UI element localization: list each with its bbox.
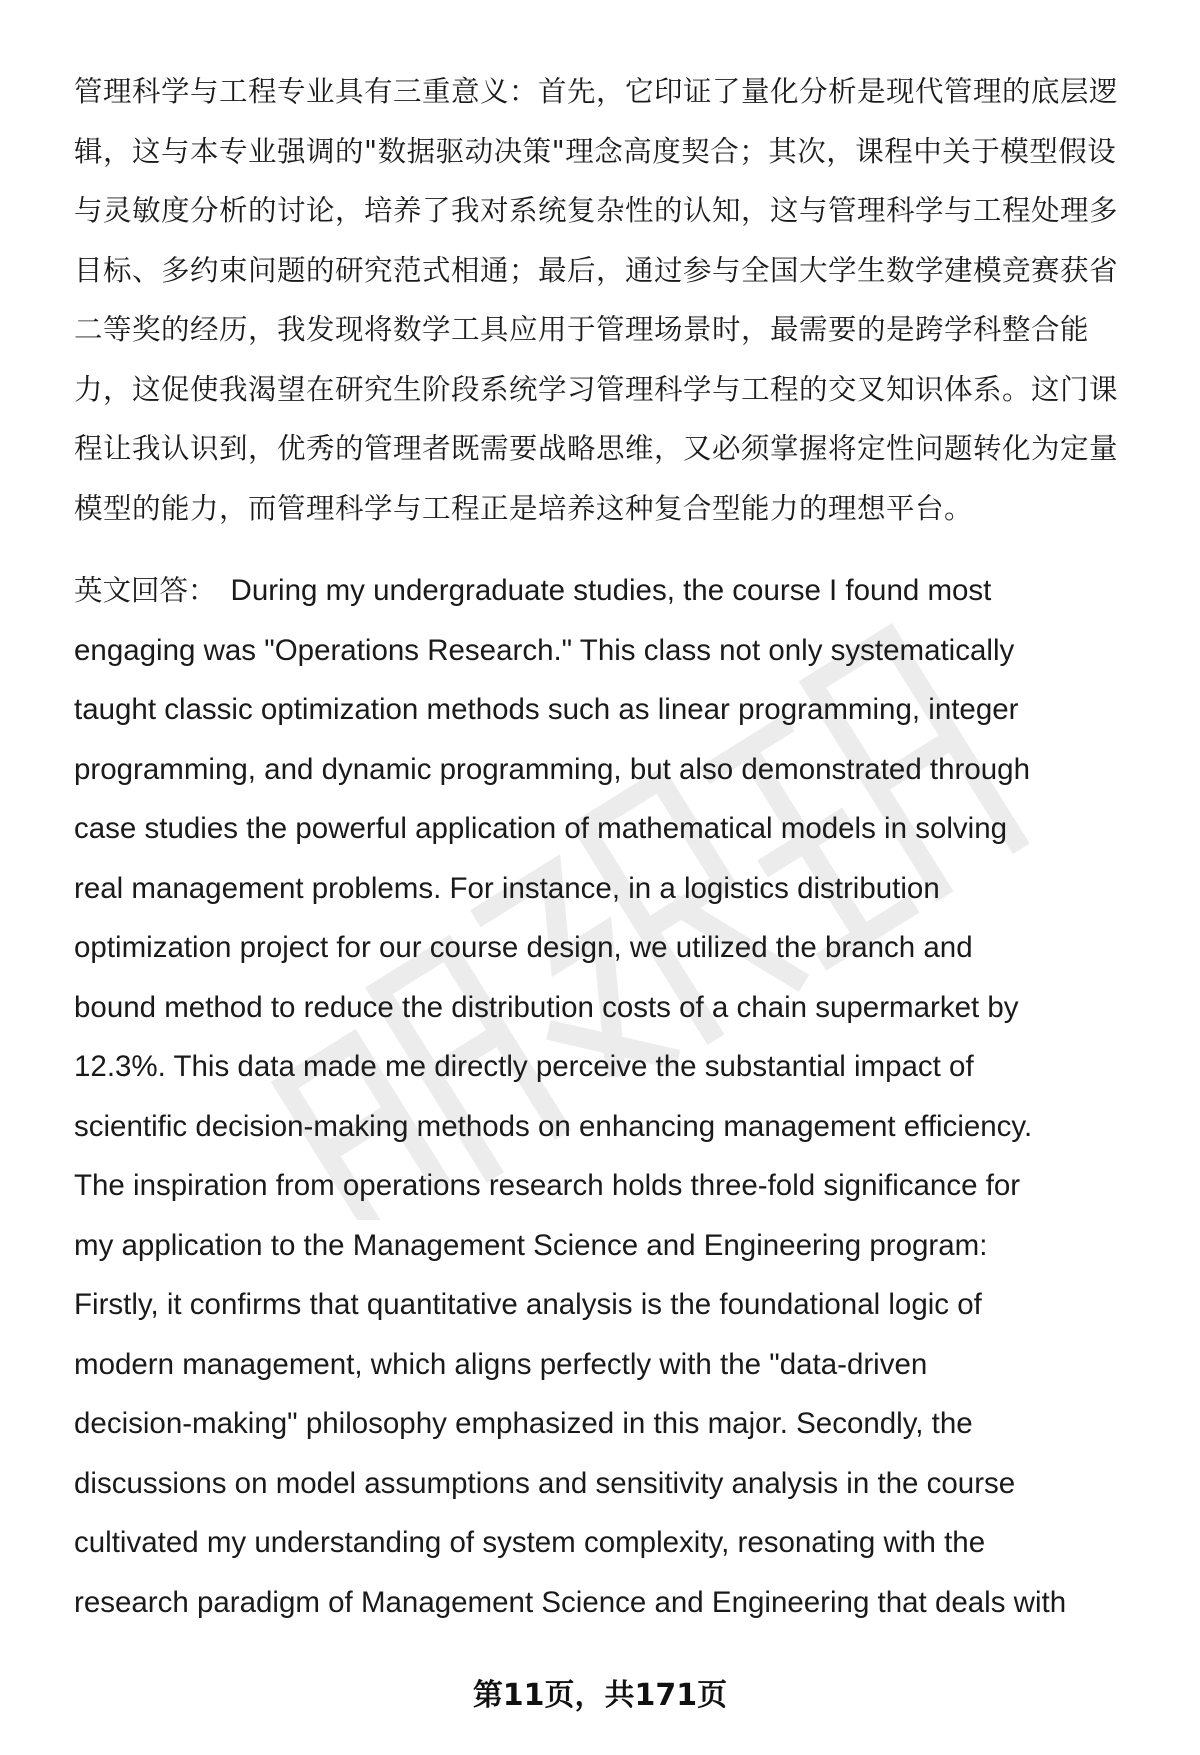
chinese-paragraph: 管理科学与工程专业具有三重意义：首先，它印证了量化分析是现代管理的底层逻 辑，这与本专业强调的"数据驱动决策"理念高度契合；其次，课程中关于模型假设 与灵敏度分析的讨论，培养了我对系统复杂性的认知，这与管理科学与工程处理多 目标、多约束问题的研究范式相通；最后，通过参与全国大学生数学建模竞赛获省 二等奖的经历，我发现将数学工具应用于管理场景时，最需要的是跨学科整合能 力，这促使我渴望在研究生阶段系统学习管理科学与工程的交叉知识体系。这门课 程让我认识到，优秀的管理者既需要战略思维，又必须掌握将定性问题转化为定量 模型的能力，而管理科学与工程正是培养这种复合型能力的理想平台。 xyxy=(74,75,1119,525)
page-number-footer: 第11页，共171页 xyxy=(472,1678,728,1713)
english-answer-text: During my undergraduate studies, the course I found most engaging was "Operations Research." This class not only systematically taught classic optimization methods such as linear programming, integer programming, and dynamic programming, but also demonstrated through case studies the powerful application of mathematical models in solving real management problems. For instance, in a logistics distribution optimization project for our course design, we utilized the branch and bound method to reduce the distribution costs of a chain supermarket by 12.3%. This data made me directly perceive the substantial impact of scientific decision-making methods on enhancing management efficiency. The inspiration from operations research holds three-fold significance for my application to the Management Science and Engineering program: Firstly, it confirms that quantitative analysis is the foundational logic of modern management, which aligns perfectly with the "data-driven decision-making" philosophy emphasized in this major. Secondly, the discussions on model assumptions and sensitivity analysis in the course cultivated my understanding of system complexity, resonating with the research paradigm of Management Science and Engineering that deals with xyxy=(74,574,1067,1619)
english-answer xyxy=(74,561,1154,1632)
page-body xyxy=(74,62,1154,1632)
english-answer-label: 英文回答： xyxy=(74,574,217,607)
